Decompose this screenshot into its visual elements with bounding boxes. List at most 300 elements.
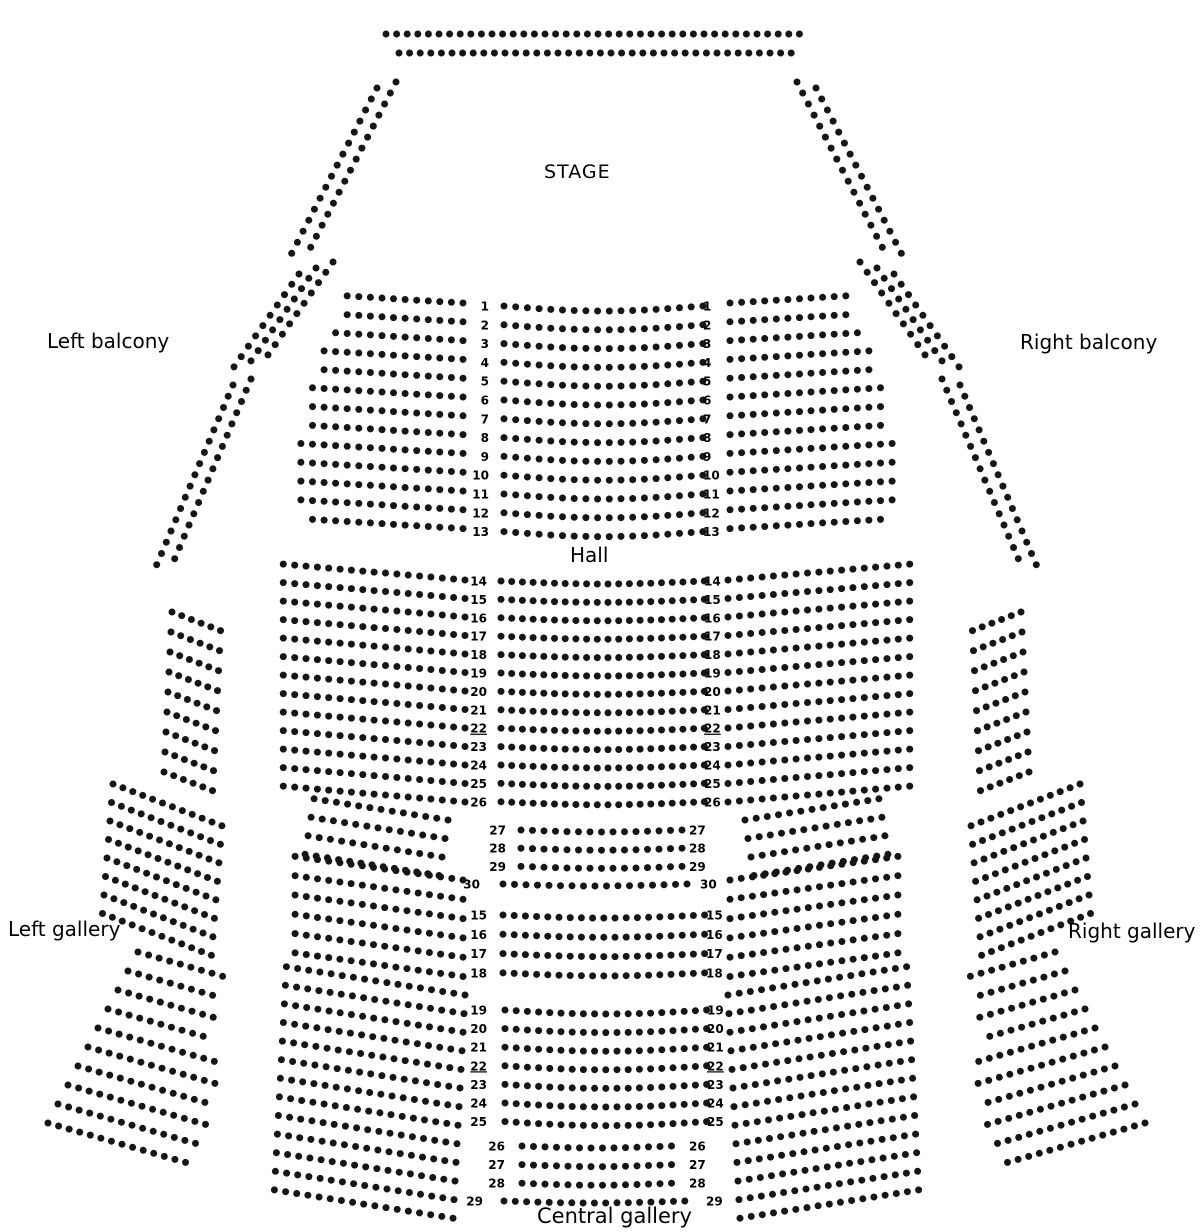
seat-dot[interactable] — [861, 639, 868, 646]
seat-dot[interactable] — [558, 1065, 565, 1072]
seat-dot[interactable] — [394, 1000, 401, 1007]
seat-dot[interactable] — [512, 1198, 519, 1205]
seat-dot[interactable] — [381, 885, 388, 892]
seat-dot[interactable] — [448, 506, 455, 513]
seat-dot[interactable] — [347, 167, 354, 174]
seat-dot[interactable] — [500, 969, 507, 976]
seat-dot[interactable] — [168, 528, 175, 535]
seat-dot[interactable] — [653, 362, 660, 369]
seat-dot[interactable] — [382, 644, 389, 651]
seat-dot[interactable] — [819, 294, 826, 301]
seat-dot[interactable] — [661, 50, 668, 57]
seat-dot[interactable] — [462, 651, 469, 658]
seat-dot[interactable] — [135, 949, 142, 956]
seat-dot[interactable] — [777, 1133, 784, 1140]
seat-dot[interactable] — [381, 904, 388, 911]
seat-dot[interactable] — [535, 1064, 542, 1071]
seat-dot[interactable] — [498, 651, 505, 658]
seat-dot[interactable] — [1054, 884, 1061, 891]
seat-dot[interactable] — [839, 167, 846, 174]
seat-dot[interactable] — [411, 1096, 418, 1103]
seat-dot[interactable] — [329, 1158, 336, 1165]
seat-dot[interactable] — [501, 359, 508, 366]
seat-dot[interactable] — [451, 1196, 458, 1203]
seat-dot[interactable] — [854, 499, 861, 506]
seat-dot[interactable] — [437, 912, 444, 919]
seat-dot[interactable] — [551, 653, 558, 660]
seat-dot[interactable] — [861, 1026, 868, 1033]
seat-dot[interactable] — [600, 953, 607, 960]
seat-dot[interactable] — [864, 1082, 871, 1089]
seat-dot[interactable] — [133, 866, 140, 873]
seat-dot[interactable] — [816, 941, 823, 948]
seat-dot[interactable] — [827, 882, 834, 889]
seat-dot[interactable] — [637, 617, 644, 624]
seat-dot[interactable] — [872, 601, 879, 608]
seat-dot[interactable] — [501, 472, 508, 479]
seat-dot[interactable] — [842, 518, 849, 525]
seat-dot[interactable] — [297, 459, 304, 466]
seat-dot[interactable] — [591, 1048, 598, 1055]
seat-dot[interactable] — [282, 982, 289, 989]
seat-dot[interactable] — [187, 636, 194, 643]
seat-dot[interactable] — [161, 896, 168, 903]
seat-dot[interactable] — [519, 671, 526, 678]
seat-dot[interactable] — [1016, 918, 1023, 925]
seat-dot[interactable] — [448, 933, 455, 940]
seat-dot[interactable] — [626, 617, 633, 624]
seat-dot[interactable] — [626, 672, 633, 679]
seat-dot[interactable] — [404, 965, 411, 972]
seat-dot[interactable] — [448, 468, 455, 475]
seat-dot[interactable] — [1110, 1129, 1117, 1136]
seat-dot[interactable] — [321, 479, 328, 486]
seat-dot[interactable] — [348, 919, 355, 926]
seat-dot[interactable] — [400, 809, 407, 816]
seat-dot[interactable] — [150, 911, 157, 918]
seat-dot[interactable] — [831, 350, 838, 357]
seat-dot[interactable] — [295, 1153, 302, 1160]
seat-dot[interactable] — [508, 725, 515, 732]
seat-dot[interactable] — [731, 1103, 738, 1110]
seat-dot[interactable] — [819, 463, 826, 470]
seat-dot[interactable] — [669, 689, 676, 696]
seat-dot[interactable] — [322, 184, 329, 191]
seat-dot[interactable] — [800, 826, 807, 833]
seat-dot[interactable] — [462, 706, 469, 713]
seat-dot[interactable] — [393, 589, 400, 596]
seat-dot[interactable] — [895, 580, 902, 587]
seat-dot[interactable] — [1050, 993, 1057, 1000]
seat-dot[interactable] — [669, 781, 676, 788]
seat-dot[interactable] — [552, 864, 559, 871]
seat-dot[interactable] — [108, 1138, 115, 1145]
seat-dot[interactable] — [411, 811, 418, 818]
seat-dot[interactable] — [756, 833, 763, 840]
seat-dot[interactable] — [1060, 1034, 1067, 1041]
seat-dot[interactable] — [738, 355, 745, 362]
seat-dot[interactable] — [682, 50, 689, 57]
seat-dot[interactable] — [127, 1078, 134, 1085]
seat-dot[interactable] — [977, 465, 984, 472]
seat-dot[interactable] — [995, 1118, 1002, 1125]
seat-dot[interactable] — [187, 829, 194, 836]
seat-dot[interactable] — [688, 379, 695, 386]
seat-dot[interactable] — [546, 1121, 553, 1128]
seat-dot[interactable] — [571, 363, 578, 370]
seat-dot[interactable] — [540, 579, 547, 586]
seat-dot[interactable] — [269, 326, 276, 333]
seat-dot[interactable] — [975, 747, 982, 754]
seat-dot[interactable] — [669, 745, 676, 752]
seat-dot[interactable] — [371, 643, 378, 650]
seat-dot[interactable] — [419, 832, 426, 839]
seat-dot[interactable] — [796, 427, 803, 434]
seat-dot[interactable] — [197, 640, 204, 647]
seat-dot[interactable] — [827, 568, 834, 575]
seat-dot[interactable] — [1076, 895, 1083, 902]
seat-dot[interactable] — [523, 1198, 530, 1205]
seat-dot[interactable] — [292, 892, 299, 899]
seat-dot[interactable] — [448, 430, 455, 437]
seat-dot[interactable] — [784, 371, 791, 378]
seat-dot[interactable] — [830, 1069, 837, 1076]
seat-dot[interactable] — [328, 1177, 335, 1184]
seat-dot[interactable] — [845, 819, 852, 826]
seat-dot[interactable] — [413, 410, 420, 417]
seat-dot[interactable] — [770, 684, 777, 691]
seat-dot[interactable] — [614, 1066, 621, 1073]
seat-dot[interactable] — [379, 483, 386, 490]
seat-dot[interactable] — [815, 754, 822, 761]
seat-dot[interactable] — [750, 317, 757, 324]
seat-dot[interactable] — [784, 465, 791, 472]
seat-dot[interactable] — [179, 1049, 186, 1056]
seat-dot[interactable] — [105, 836, 112, 843]
seat-dot[interactable] — [688, 491, 695, 498]
seat-dot[interactable] — [214, 878, 221, 885]
seat-dot[interactable] — [437, 951, 444, 958]
seat-dot[interactable] — [688, 360, 695, 367]
seat-dot[interactable] — [541, 864, 548, 871]
seat-dot[interactable] — [647, 1028, 654, 1035]
seat-dot[interactable] — [658, 671, 665, 678]
seat-dot[interactable] — [667, 827, 674, 834]
seat-dot[interactable] — [808, 426, 815, 433]
seat-dot[interactable] — [647, 764, 654, 771]
seat-dot[interactable] — [727, 488, 734, 495]
seat-dot[interactable] — [664, 343, 671, 350]
seat-dot[interactable] — [1004, 494, 1011, 501]
seat-dot[interactable] — [355, 368, 362, 375]
seat-dot[interactable] — [319, 1138, 326, 1145]
seat-dot[interactable] — [948, 398, 955, 405]
seat-dot[interactable] — [606, 458, 613, 465]
seat-dot[interactable] — [416, 628, 423, 635]
seat-dot[interactable] — [870, 969, 877, 976]
seat-dot[interactable] — [524, 1045, 531, 1052]
seat-dot[interactable] — [782, 1020, 789, 1027]
seat-dot[interactable] — [199, 783, 206, 790]
seat-dot[interactable] — [856, 200, 863, 207]
seat-dot[interactable] — [1038, 1062, 1045, 1069]
seat-dot[interactable] — [884, 692, 891, 699]
seat-dot[interactable] — [314, 749, 321, 756]
seat-dot[interactable] — [291, 562, 298, 569]
seat-dot[interactable] — [647, 727, 654, 734]
seat-dot[interactable] — [771, 870, 778, 877]
seat-dot[interactable] — [425, 485, 432, 492]
seat-dot[interactable] — [371, 717, 378, 724]
seat-dot[interactable] — [840, 1048, 847, 1055]
seat-dot[interactable] — [304, 985, 311, 992]
seat-dot[interactable] — [978, 970, 985, 977]
seat-dot[interactable] — [742, 817, 749, 824]
seat-dot[interactable] — [584, 31, 591, 38]
seat-dot[interactable] — [850, 956, 857, 963]
seat-dot[interactable] — [838, 1011, 845, 1018]
seat-dot[interactable] — [606, 326, 613, 333]
seat-dot[interactable] — [382, 699, 389, 706]
seat-dot[interactable] — [209, 970, 216, 977]
seat-dot[interactable] — [107, 1094, 114, 1101]
seat-dot[interactable] — [404, 946, 411, 953]
seat-dot[interactable] — [416, 850, 423, 857]
seat-dot[interactable] — [379, 332, 386, 339]
seat-dot[interactable] — [1040, 833, 1047, 840]
seat-dot[interactable] — [1004, 1159, 1011, 1166]
seat-dot[interactable] — [413, 466, 420, 473]
seat-dot[interactable] — [976, 1014, 983, 1021]
seat-dot[interactable] — [186, 848, 193, 855]
seat-dot[interactable] — [402, 484, 409, 491]
seat-dot[interactable] — [849, 640, 856, 647]
seat-dot[interactable] — [861, 877, 868, 884]
seat-dot[interactable] — [791, 1187, 798, 1194]
seat-dot[interactable] — [850, 189, 857, 196]
seat-dot[interactable] — [912, 1131, 919, 1138]
seat-dot[interactable] — [894, 853, 901, 860]
seat-dot[interactable] — [888, 1097, 895, 1104]
seat-dot[interactable] — [518, 863, 525, 870]
seat-dot[interactable] — [426, 910, 433, 917]
seat-dot[interactable] — [606, 420, 613, 427]
seat-dot[interactable] — [976, 767, 983, 774]
seat-dot[interactable] — [202, 723, 209, 730]
seat-dot[interactable] — [502, 50, 509, 57]
seat-dot[interactable] — [457, 1085, 464, 1092]
seat-dot[interactable] — [658, 1009, 665, 1016]
seat-dot[interactable] — [551, 690, 558, 697]
seat-dot[interactable] — [1051, 971, 1058, 978]
seat-dot[interactable] — [524, 1101, 531, 1108]
seat-dot[interactable] — [582, 364, 589, 371]
seat-dot[interactable] — [775, 31, 782, 38]
seat-dot[interactable] — [427, 852, 434, 859]
seat-dot[interactable] — [884, 618, 891, 625]
seat-dot[interactable] — [770, 795, 777, 802]
seat-dot[interactable] — [974, 727, 981, 734]
seat-dot[interactable] — [670, 1064, 677, 1071]
seat-dot[interactable] — [556, 952, 563, 959]
seat-dot[interactable] — [781, 1001, 788, 1008]
seat-dot[interactable] — [906, 635, 913, 642]
seat-dot[interactable] — [875, 1062, 882, 1069]
seat-dot[interactable] — [571, 533, 578, 540]
seat-dot[interactable] — [426, 891, 433, 898]
seat-dot[interactable] — [793, 663, 800, 670]
seat-dot[interactable] — [135, 971, 142, 978]
seat-dot[interactable] — [158, 1043, 165, 1050]
seat-dot[interactable] — [676, 380, 683, 387]
seat-dot[interactable] — [872, 914, 879, 921]
seat-dot[interactable] — [906, 764, 913, 771]
seat-dot[interactable] — [382, 662, 389, 669]
seat-dot[interactable] — [623, 972, 630, 979]
seat-dot[interactable] — [873, 233, 880, 240]
seat-dot[interactable] — [725, 651, 732, 658]
seat-dot[interactable] — [178, 1005, 185, 1012]
seat-dot[interactable] — [314, 856, 321, 863]
seat-dot[interactable] — [770, 647, 777, 654]
seat-dot[interactable] — [626, 882, 633, 889]
seat-dot[interactable] — [290, 1039, 297, 1046]
seat-dot[interactable] — [321, 517, 328, 524]
seat-dot[interactable] — [756, 1155, 763, 1162]
seat-dot[interactable] — [416, 739, 423, 746]
seat-dot[interactable] — [647, 782, 654, 789]
seat-dot[interactable] — [190, 510, 197, 517]
seat-dot[interactable] — [1050, 1015, 1057, 1022]
seat-dot[interactable] — [519, 1180, 526, 1187]
seat-dot[interactable] — [413, 391, 420, 398]
seat-dot[interactable] — [658, 800, 665, 807]
seat-dot[interactable] — [1089, 1113, 1096, 1120]
seat-dot[interactable] — [404, 31, 411, 38]
seat-dot[interactable] — [558, 1028, 565, 1035]
seat-dot[interactable] — [1074, 877, 1081, 884]
seat-dot[interactable] — [743, 1120, 750, 1127]
seat-dot[interactable] — [621, 828, 628, 835]
seat-dot[interactable] — [1132, 1101, 1139, 1108]
seat-dot[interactable] — [747, 704, 754, 711]
seat-dot[interactable] — [770, 758, 777, 765]
seat-dot[interactable] — [1011, 672, 1018, 679]
seat-dot[interactable] — [313, 1024, 320, 1031]
seat-dot[interactable] — [591, 1085, 598, 1092]
seat-dot[interactable] — [679, 799, 686, 806]
seat-dot[interactable] — [623, 934, 630, 941]
seat-dot[interactable] — [636, 1122, 643, 1129]
seat-dot[interactable] — [569, 1084, 576, 1091]
seat-dot[interactable] — [426, 930, 433, 937]
seat-dot[interactable] — [248, 357, 255, 364]
seat-dot[interactable] — [413, 353, 420, 360]
seat-dot[interactable] — [76, 1107, 83, 1114]
seat-dot[interactable] — [412, 1077, 419, 1084]
seat-dot[interactable] — [1022, 859, 1029, 866]
seat-dot[interactable] — [854, 461, 861, 468]
seat-dot[interactable] — [209, 992, 216, 999]
seat-dot[interactable] — [402, 1057, 409, 1064]
seat-dot[interactable] — [861, 620, 868, 627]
seat-dot[interactable] — [1056, 903, 1063, 910]
seat-dot[interactable] — [427, 648, 434, 655]
seat-dot[interactable] — [321, 347, 328, 354]
seat-dot[interactable] — [533, 952, 540, 959]
seat-dot[interactable] — [670, 1083, 677, 1090]
seat-dot[interactable] — [444, 1101, 451, 1108]
seat-dot[interactable] — [348, 622, 355, 629]
seat-dot[interactable] — [460, 1029, 467, 1036]
seat-dot[interactable] — [540, 763, 547, 770]
seat-dot[interactable] — [804, 681, 811, 688]
seat-dot[interactable] — [142, 888, 149, 895]
seat-dot[interactable] — [356, 1069, 363, 1076]
seat-dot[interactable] — [96, 1091, 103, 1098]
seat-dot[interactable] — [872, 619, 879, 626]
seat-dot[interactable] — [745, 50, 752, 57]
seat-dot[interactable] — [291, 617, 298, 624]
seat-dot[interactable] — [992, 700, 999, 707]
seat-dot[interactable] — [796, 333, 803, 340]
seat-dot[interactable] — [309, 1099, 316, 1106]
seat-dot[interactable] — [615, 783, 622, 790]
seat-dot[interactable] — [784, 428, 791, 435]
seat-dot[interactable] — [460, 973, 467, 980]
seat-dot[interactable] — [211, 747, 218, 754]
seat-dot[interactable] — [886, 228, 893, 235]
seat-dot[interactable] — [793, 626, 800, 633]
seat-dot[interactable] — [738, 468, 745, 475]
seat-dot[interactable] — [186, 656, 193, 663]
seat-dot[interactable] — [311, 1062, 318, 1069]
seat-dot[interactable] — [589, 953, 596, 960]
seat-dot[interactable] — [785, 1076, 792, 1083]
seat-dot[interactable] — [1026, 1109, 1033, 1116]
seat-dot[interactable] — [615, 801, 622, 808]
seat-dot[interactable] — [530, 1143, 537, 1150]
seat-dot[interactable] — [895, 562, 902, 569]
seat-dot[interactable] — [546, 1009, 553, 1016]
seat-dot[interactable] — [322, 269, 329, 276]
seat-dot[interactable] — [314, 693, 321, 700]
seat-dot[interactable] — [200, 1033, 207, 1040]
seat-dot[interactable] — [546, 1084, 553, 1091]
seat-dot[interactable] — [1081, 836, 1088, 843]
seat-dot[interactable] — [362, 107, 369, 114]
seat-dot[interactable] — [336, 936, 343, 943]
seat-dot[interactable] — [849, 788, 856, 795]
seat-dot[interactable] — [690, 688, 697, 695]
seat-dot[interactable] — [337, 677, 344, 684]
seat-dot[interactable] — [308, 814, 315, 821]
seat-dot[interactable] — [1053, 866, 1060, 873]
seat-dot[interactable] — [605, 728, 612, 735]
seat-dot[interactable] — [599, 1163, 606, 1170]
seat-dot[interactable] — [427, 574, 434, 581]
seat-dot[interactable] — [367, 294, 374, 301]
seat-dot[interactable] — [971, 415, 978, 422]
seat-dot[interactable] — [170, 1112, 177, 1119]
seat-dot[interactable] — [175, 672, 182, 679]
seat-dot[interactable] — [375, 112, 382, 119]
seat-dot[interactable] — [725, 632, 732, 639]
seat-dot[interactable] — [618, 307, 625, 314]
seat-dot[interactable] — [425, 504, 432, 511]
seat-dot[interactable] — [690, 762, 697, 769]
seat-dot[interactable] — [368, 1052, 375, 1059]
